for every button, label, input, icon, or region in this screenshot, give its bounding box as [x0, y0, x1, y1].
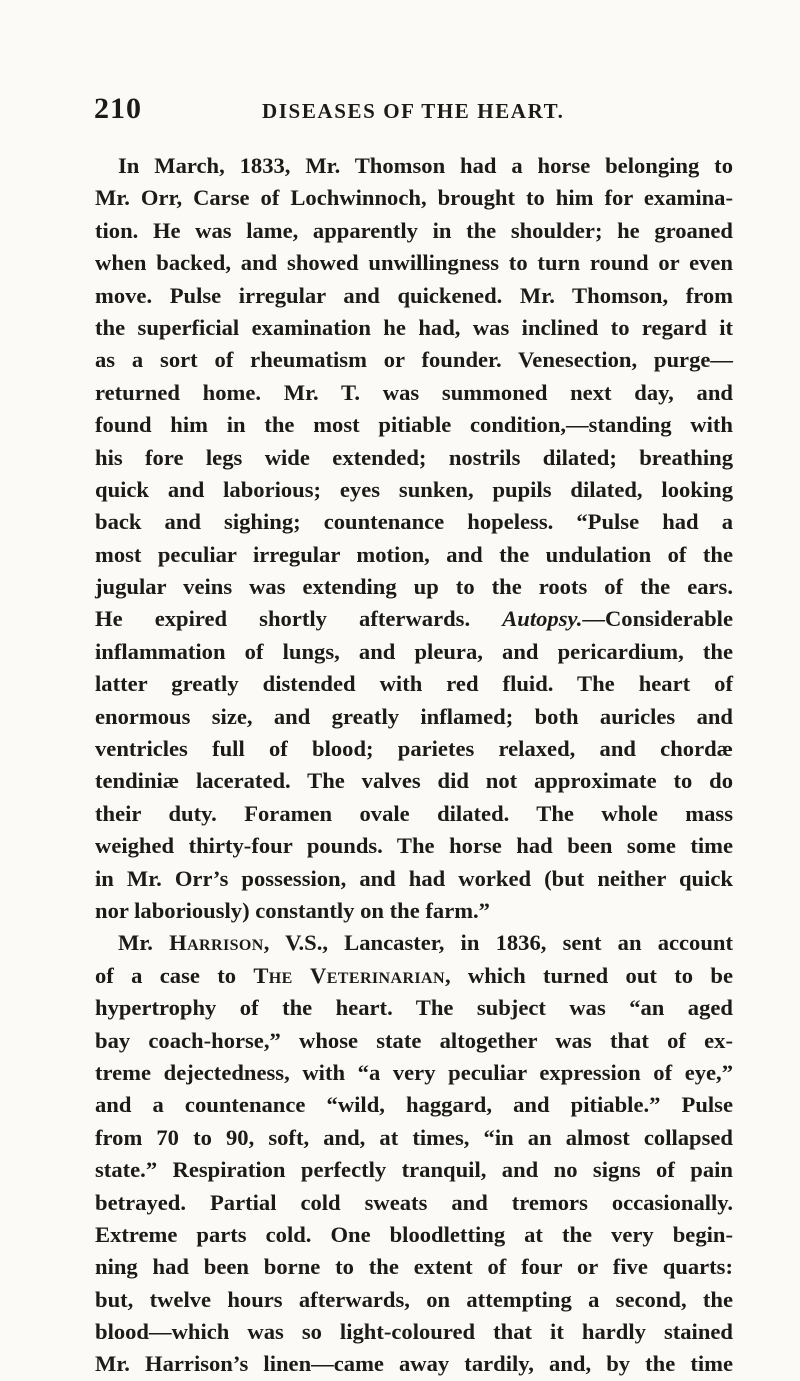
text-span: weighed thirty-four pounds. The horse had been some time	[95, 833, 733, 859]
text-span: In March, 1833, Mr. Thomson had a horse belonging to	[118, 153, 733, 178]
text-span: enormous size, and greatly inflamed; both auricles and	[95, 703, 733, 729]
running-head	[94, 92, 734, 132]
text-line	[95, 474, 733, 506]
text-line	[95, 1154, 733, 1186]
text-span: Mr.	[118, 930, 170, 956]
text-span: —Considerable	[582, 606, 733, 632]
text-span: quick and laborious; eyes sunken, pupils dilated, looking	[95, 476, 733, 502]
text-line	[95, 312, 733, 344]
text-span: as a sort of rheumatism or founder. Venesection, purge—	[95, 347, 733, 373]
text-span: ning had been borne to the extent of four or five quarts:	[95, 1254, 733, 1280]
text-line	[95, 1057, 733, 1089]
autopsy-italic: Autopsy.	[502, 606, 583, 632]
text-line	[95, 1316, 733, 1348]
text-span: latter greatly distended with red fluid. The heart of	[95, 671, 733, 697]
text-span: found him in the most pitiable condition,—standing with	[95, 412, 733, 438]
text-span: move. Pulse irregular and quickened. Mr. Thomson, from	[95, 282, 733, 308]
text-span: ventricles full of blood; parietes relaxed, and chordæ	[95, 736, 733, 762]
text-line	[95, 863, 733, 895]
text-span: nor laboriously) constantly on the farm.”	[95, 897, 490, 923]
text-line	[95, 1348, 733, 1380]
text-span: returned home. Mr. T. was summoned next day, and	[95, 379, 733, 405]
text-line	[95, 377, 733, 409]
text-span: his fore legs wide extended; nostrils dilated; breathing	[95, 444, 733, 470]
text-line	[95, 247, 733, 279]
text-line	[95, 1025, 733, 1057]
body-text	[95, 150, 733, 1381]
text-span: hypertrophy of the heart. The subject was “an aged	[95, 995, 733, 1021]
veterinarian-small-caps: The Veterinarian	[253, 962, 445, 988]
text-span: tion. He was lame, apparently in the shoulder; he groaned	[95, 217, 733, 243]
text-line	[95, 1219, 733, 1251]
text-span: and a countenance “wild, haggard, and pitiable.” Pulse	[95, 1092, 733, 1118]
text-span: Extreme parts cold. One bloodletting at the very begin-	[95, 1221, 733, 1247]
text-span: blood—which was so light-coloured that it hardly stained	[95, 1319, 733, 1345]
text-line	[95, 733, 733, 765]
text-line	[95, 1284, 733, 1316]
text-line	[95, 798, 733, 830]
text-line	[95, 1122, 733, 1154]
page-number: 210	[94, 92, 142, 125]
text-line	[95, 539, 733, 571]
text-line	[95, 442, 733, 474]
text-span: jugular veins was extending up to the roots of the ears.	[95, 574, 733, 600]
text-span: their duty. Foramen ovale dilated. The whole mass	[95, 800, 733, 826]
text-span: treme dejectedness, with “a very peculiar expression of eye,”	[95, 1059, 733, 1085]
running-title: DISEASES OF THE HEART.	[262, 99, 565, 123]
text-span: state.” Respiration perfectly tranquil, and no signs of pain	[95, 1157, 733, 1183]
text-line	[95, 1251, 733, 1283]
text-span: from 70 to 90, soft, and, at times, “in an almost collapsed	[95, 1124, 733, 1150]
text-line	[95, 765, 733, 797]
text-line	[95, 571, 733, 603]
text-span: most peculiar irregular motion, and the undulation of the	[95, 541, 733, 567]
text-span: the superficial examination he had, was inclined to regard it	[95, 314, 733, 340]
text-span: inflammation of lungs, and pleura, and pericardium, the	[95, 638, 733, 664]
text-line	[95, 895, 733, 927]
text-line	[95, 668, 733, 700]
text-span: tendiniæ lacerated. The valves did not approximate to do	[95, 768, 733, 794]
text-line	[95, 506, 733, 538]
text-span: , which turned out to be	[444, 962, 733, 988]
text-span: , V.S., Lancaster, in 1836, sent an account	[263, 930, 734, 956]
text-line	[95, 182, 733, 214]
text-line	[95, 1089, 733, 1121]
text-span: He expired shortly afterwards.	[95, 606, 503, 632]
text-span: bay coach-horse,” whose state altogether was that of ex-	[95, 1027, 733, 1053]
text-line	[95, 960, 733, 992]
text-line	[95, 409, 733, 441]
text-line	[95, 701, 733, 733]
text-span: in Mr. Orr’s possession, and had worked (but neither quick	[95, 865, 733, 891]
text-line	[95, 603, 733, 635]
text-span: betrayed. Partial cold sweats and tremors occasionally.	[95, 1189, 733, 1215]
text-line	[95, 830, 733, 862]
text-line	[95, 927, 733, 959]
text-span: Mr. Harrison’s linen—came away tardily, and, by the time	[95, 1351, 733, 1377]
text-span: back and sighing; countenance hopeless. “Pulse had a	[95, 509, 733, 535]
text-line	[95, 344, 733, 376]
text-line	[95, 215, 733, 247]
text-line	[95, 636, 733, 668]
text-line	[95, 150, 733, 182]
text-span: Mr. Orr, Carse of Lochwinnoch, brought to him for examina-	[95, 185, 733, 211]
text-span: when backed, and showed unwillingness to turn round or even	[95, 250, 733, 276]
text-line	[95, 1187, 733, 1219]
text-span: but, twelve hours afterwards, on attempting a second, the	[95, 1286, 733, 1312]
text-line	[95, 992, 733, 1024]
harrison-small-caps: Harrison	[169, 930, 264, 956]
text-span: of a case to	[95, 962, 254, 988]
text-line	[95, 280, 733, 312]
